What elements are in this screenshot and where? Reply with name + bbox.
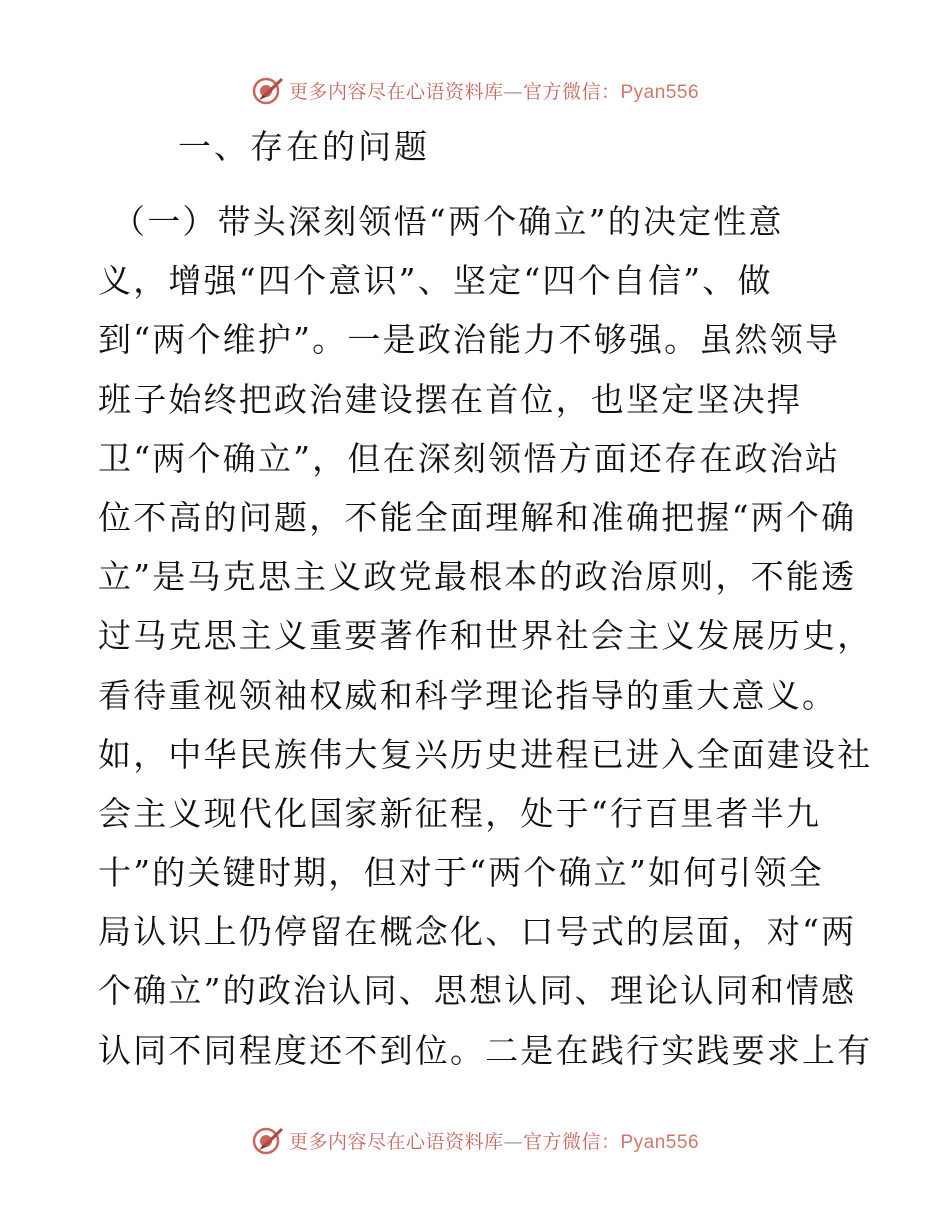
watermark-text xyxy=(289,77,699,104)
body-line: 立”是马克思主义政党最根本的政治原则，不能透 xyxy=(98,557,857,597)
pen-logo-icon xyxy=(251,73,285,107)
body-line: 班子始终把政治建设摆在首位，也坚定坚决捍 xyxy=(98,379,802,419)
watermark-wechat-id: Pyan556 xyxy=(620,1131,700,1153)
watermark-wechat-label: 官方微信： xyxy=(522,1130,621,1153)
body-line: 到“两个维护”。一是政治能力不够强。虽然领导 xyxy=(98,320,841,360)
watermark-wechat-id: Pyan556 xyxy=(620,81,700,103)
body-line: 个确立”的政治认同、思想认同、理论认同和情感 xyxy=(98,971,857,1011)
body-line: 局认识上仍停留在概念化、口号式的层面，对“两 xyxy=(98,912,857,952)
section-heading: 一、存在的问题 xyxy=(178,127,430,166)
body-line: 过马克思主义重要著作和世界社会主义发展历史， xyxy=(98,616,873,656)
body-line: 如，中华民族伟大复兴历史进程已进入全面建设社 xyxy=(98,734,873,774)
watermark-wechat-label: 官方微信： xyxy=(522,80,621,103)
pen-logo-icon xyxy=(251,1123,285,1157)
header-watermark xyxy=(0,70,950,110)
body-line: 卫“两个确立”，但在深刻领悟方面还存在政治站 xyxy=(98,438,841,478)
footer-watermark xyxy=(0,1120,950,1160)
watermark-separator: — xyxy=(503,1130,523,1153)
body-line: 义，增强“四个意识”、坚定“四个自信”、做 xyxy=(98,261,773,301)
watermark-site-text: 更多内容尽在心语资料库 xyxy=(288,80,504,103)
body-line: 十”的关键时期，但对于“两个确立”如何引领全 xyxy=(98,853,825,893)
watermark-separator: — xyxy=(503,80,523,103)
body-line: 位不高的问题，不能全面理解和准确把握“两个确 xyxy=(98,497,857,537)
body-line: 看待重视领袖权威和科学理论指导的重大意义。 xyxy=(98,675,838,715)
body-line: （一）带头深刻领悟“两个确立”的决定性意 xyxy=(112,202,784,241)
document-body xyxy=(98,192,873,1080)
body-line: 会主义现代化国家新征程，处于“行百里者半九 xyxy=(98,793,822,833)
watermark-site-text: 更多内容尽在心语资料库 xyxy=(288,1130,504,1153)
watermark-text xyxy=(289,1127,699,1154)
body-line: 认同不同程度还不到位。二是在践行实践要求上有 xyxy=(98,1030,873,1070)
